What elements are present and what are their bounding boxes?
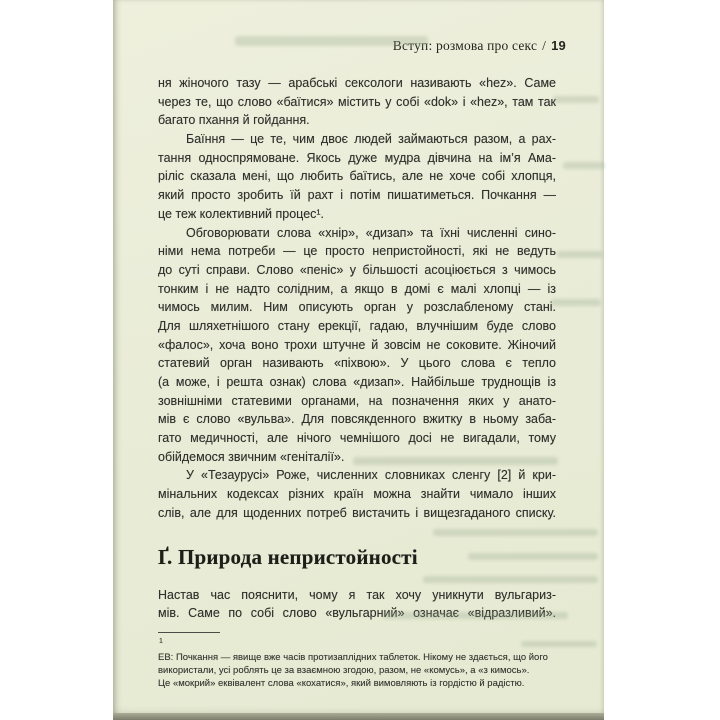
text-line: до суті справи. Слово «пеніс» у більшості асоціюється з чимось [158,262,556,277]
text-line: зовнішніми статевими органами, на позначення яких у анато- [158,393,556,408]
text-line: Обговорювати слова «хнір», «дизап» та їхні численні сино- [186,225,556,240]
text-line: статевий орган називають «піхвою». У цього слова є тепло [158,356,556,371]
footnote [113,632,604,691]
text-line: Настав час пояснити, чому я так хочу уникнути вульгариз- [158,587,556,602]
paragraph [158,74,556,130]
text-line: «фалос», хоча воно трохи штучне й зовсім не соковите. Жіночий [158,337,556,352]
paragraph [158,130,556,223]
text-line: обійдемося звичним «геніталії». [158,449,345,464]
paragraph [158,586,556,623]
text-line: це теж колективний процес¹. [158,206,325,221]
text-line: через те, що слово «баїтися» містить у собі «dok» і «hez», там так [158,94,556,109]
after-heading-text [113,586,604,623]
paragraph [158,466,556,522]
body-text [113,74,604,523]
text-line: слів, але для щоденних потреб вистачить і вищезгаданого списку. [158,505,556,520]
text-line: (а може, і решта ознак) слова «дизап». Найбільше труднощів із [158,375,556,389]
text-line: гато медичності, але нічого чемнішого досі не вигадали, тому [158,431,556,446]
header-title: Вступ: розмова про секс [392,38,538,53]
text-line: мів є слово «вульва». Для повсякденного вжитку в ньому заба- [158,412,556,427]
text-line: ня жіночого тазу — арабські сексологи називають «hez». Саме [158,76,556,90]
text-line: який просто зробить їй рахт і потім пишатиметься. Почкання — [158,188,556,203]
text-line: чимось милим. Ним описують орган у розслабленому стані. [158,300,556,315]
text-line: У «Тезаурусі» Роже, численних словниках сленгу [2] й кри- [186,468,556,483]
text-line: мів. Саме по собі слово «вульгарний» означає «відразливий». [158,606,556,621]
running-header [113,38,566,53]
page-bottom-edge [113,713,604,720]
text-line: багато пхання й гойдання. [158,113,310,128]
text-line: тання односпрямоване. Якось дуже мудра дівчина на ім’я Ама- [158,150,556,165]
header-page-number: 19 [551,38,566,53]
footnote-marker: 1 [159,637,163,645]
bleed-through-ghost [433,529,598,536]
text-line: німи нема потреби — це просто непристойності, які не ведуть [158,244,556,259]
text-line: Для шляхетнішого стану ерекції, гадаю, влучнішим буде слово [158,318,556,333]
footnote-line: використали, усі роблять це за взаємною згодою, разом, не «комусь», а «з кимось». [158,665,530,677]
footnote-line: Це «мокрий» еквівалент слова «кохатися», який вимовляють із гордістю й радістю. [158,678,525,690]
footnote-rule [158,632,220,633]
header-separator: / [542,38,547,53]
bleed-through-ghost [423,576,598,583]
text-line: Баїння — це те, чим двоє людей займаються разом, а рах- [186,132,556,147]
section-heading: Ґ. Природа непристойності [158,544,418,569]
footnote-line: 1ЕВ: Почкання — явище вже часів протизаплідних таблеток. Нікому не здається, що його [158,637,556,664]
footnote-lines [158,637,556,691]
book-page [113,0,604,720]
text-line: ріліс сказала мені, що любить баїтись, але не хоче собі хлопця, [158,169,556,184]
text-line: тонким і не надто солідним, а якщо в домі є малі хлопці — із [158,281,556,296]
text-line: мінальних кодексах різних країн можна знайти чимало інших [158,487,556,502]
paragraph [158,224,556,467]
